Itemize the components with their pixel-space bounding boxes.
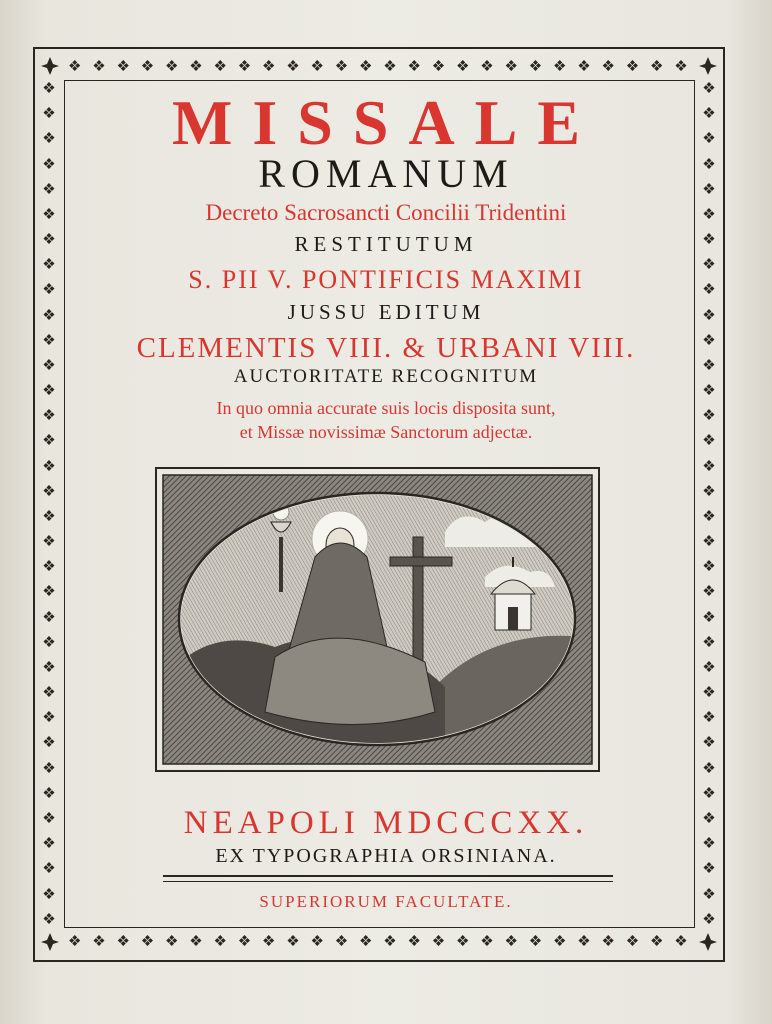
floral-ornament-icon: ❖ — [42, 82, 56, 97]
floral-ornament-icon: ❖ — [42, 810, 56, 827]
floral-ornament-icon: ❖ — [702, 131, 716, 148]
floral-ornament-icon: ❖ — [42, 307, 56, 324]
floral-ornament-icon: ❖ — [165, 58, 179, 75]
floral-ornament-icon: ❖ — [383, 933, 397, 950]
floral-ornament-icon: ❖ — [116, 933, 130, 950]
floral-ornament-icon: ❖ — [504, 933, 518, 950]
printer-line: EX TYPOGRAPHIA ORSINIANA. — [215, 845, 557, 867]
floral-ornament-icon: ❖ — [334, 58, 349, 75]
floral-ornament-icon: ❖ — [262, 933, 276, 950]
popes-line: CLEMENTIS VIII. & URBANI VIII. — [136, 332, 636, 364]
floral-ornament-icon: ❖ — [140, 933, 155, 950]
floral-ornament-icon: ❖ — [702, 232, 716, 249]
floral-ornament-icon: ❖ — [702, 156, 716, 173]
description-line-2: et Missæ novissimæ Sanctorum adjectæ. — [239, 422, 533, 442]
restitutum-line: RESTITUTUM — [294, 232, 478, 256]
floral-ornament-icon: ❖ — [42, 836, 56, 853]
floral-ornament-icon: ❖ — [702, 534, 716, 551]
corner-ornament-icon — [39, 55, 61, 77]
floral-ornament-icon: ❖ — [42, 508, 56, 525]
floral-ornament-icon: ❖ — [702, 82, 716, 97]
floral-ornament-icon: ❖ — [702, 559, 716, 576]
floral-ornament-icon: ❖ — [42, 584, 56, 601]
decree-line: Decreto Sacrosancti Concilii Tridentini — [205, 200, 567, 225]
floral-ornament-icon: ❖ — [577, 933, 591, 950]
corner-ornament-icon — [697, 931, 719, 953]
floral-ornament-icon: ❖ — [383, 58, 397, 75]
corner-ornament-icon — [39, 931, 61, 953]
floral-ornament-icon: ❖ — [140, 58, 155, 75]
floral-ornament-icon: ❖ — [310, 933, 324, 950]
floral-ornament-icon: ❖ — [189, 933, 203, 950]
floral-ornament-icon: ❖ — [189, 58, 203, 75]
floral-ornament-icon: ❖ — [702, 760, 716, 777]
floral-ornament-icon: ❖ — [702, 911, 716, 928]
floral-ornament-icon: ❖ — [702, 458, 716, 475]
description-line-1: In quo omnia accurate suis locis disposita sunt, — [216, 398, 556, 418]
floral-ornament-icon: ❖ — [262, 58, 276, 75]
floral-ornament-icon: ❖ — [601, 58, 615, 75]
floral-ornament-icon: ❖ — [702, 810, 716, 827]
floral-ornament-icon: ❖ — [237, 58, 252, 75]
floral-ornament-icon: ❖ — [431, 933, 446, 950]
floral-ornament-icon: ❖ — [42, 206, 56, 223]
floral-ornament-icon: ❖ — [213, 933, 227, 950]
floral-ornament-icon: ❖ — [116, 58, 130, 75]
floral-ornament-icon: ❖ — [42, 534, 56, 551]
floral-ornament-icon: ❖ — [456, 58, 470, 75]
floral-ornament-icon: ❖ — [702, 508, 716, 525]
floral-ornament-icon: ❖ — [702, 332, 716, 349]
floral-ornament-icon: ❖ — [407, 933, 421, 950]
floral-ornament-icon: ❖ — [625, 58, 640, 75]
floral-ornament-icon: ❖ — [702, 307, 716, 324]
floral-ornament-icon: ❖ — [702, 609, 716, 626]
floral-ornament-icon: ❖ — [42, 257, 56, 274]
floral-ornament-icon: ❖ — [213, 58, 227, 75]
floral-ornament-icon: ❖ — [42, 659, 56, 676]
floral-ornament-icon: ❖ — [674, 58, 688, 75]
floral-ornament-icon: ❖ — [42, 710, 56, 727]
floral-ornament-icon: ❖ — [650, 933, 664, 950]
floral-ornament-icon: ❖ — [359, 933, 373, 950]
floral-ornament-icon: ❖ — [42, 131, 56, 148]
floral-ornament-icon: ❖ — [42, 861, 56, 878]
floral-ornament-icon: ❖ — [625, 933, 640, 950]
floral-ornament-icon: ❖ — [42, 383, 56, 400]
floral-ornament-icon: ❖ — [650, 58, 664, 75]
floral-ornament-icon: ❖ — [42, 332, 56, 349]
book-subtitle: ROMANUM — [258, 151, 514, 196]
floral-ornament-icon: ❖ — [553, 933, 567, 950]
floral-ornament-icon: ❖ — [702, 836, 716, 853]
permission-line: SUPERIORUM FACULTATE. — [259, 892, 513, 911]
floral-ornament-icon: ❖ — [165, 933, 179, 950]
book-title: MISSALE — [171, 87, 601, 158]
floral-ornament-icon: ❖ — [480, 58, 494, 75]
floral-ornament-icon: ❖ — [42, 282, 56, 299]
pius-line: S. PII V. PONTIFICIS MAXIMI — [188, 265, 584, 294]
floral-ornament-icon: ❖ — [42, 609, 56, 626]
floral-ornament-icon: ❖ — [702, 357, 716, 374]
floral-ornament-icon: ❖ — [42, 685, 56, 702]
floral-ornament-icon: ❖ — [480, 933, 494, 950]
floral-ornament-icon: ❖ — [42, 785, 56, 802]
floral-ornament-icon: ❖ — [702, 861, 716, 878]
floral-ornament-icon: ❖ — [674, 933, 688, 950]
corner-ornament-icon — [697, 55, 719, 77]
floral-ornament-icon: ❖ — [702, 383, 716, 400]
floral-ornament-icon: ❖ — [310, 58, 324, 75]
floral-ornament-icon: ❖ — [528, 58, 543, 75]
floral-ornament-icon: ❖ — [42, 433, 56, 450]
floral-ornament-icon: ❖ — [334, 933, 349, 950]
floral-ornament-icon: ❖ — [577, 58, 591, 75]
floral-ornament-icon: ❖ — [528, 933, 543, 950]
floral-ornament-icon: ❖ — [42, 458, 56, 475]
floral-ornament-icon: ❖ — [702, 710, 716, 727]
floral-ornament-icon: ❖ — [702, 584, 716, 601]
floral-ornament-icon: ❖ — [601, 933, 615, 950]
rule-divider — [163, 875, 613, 877]
ornament-band-bottom — [68, 933, 688, 951]
floral-ornament-icon: ❖ — [42, 181, 56, 198]
floral-ornament-icon: ❖ — [68, 58, 82, 75]
floral-ornament-icon: ❖ — [702, 634, 716, 651]
floral-ornament-icon: ❖ — [42, 357, 56, 374]
floral-ornament-icon: ❖ — [42, 634, 56, 651]
floral-ornament-icon: ❖ — [286, 933, 300, 950]
floral-ornament-icon: ❖ — [407, 58, 421, 75]
floral-ornament-icon: ❖ — [431, 58, 446, 75]
floral-ornament-icon: ❖ — [702, 181, 716, 198]
ornament-band-top — [68, 58, 688, 76]
floral-ornament-icon: ❖ — [702, 659, 716, 676]
floral-ornament-icon: ❖ — [92, 58, 106, 75]
auctoritate-line: AUCTORITATE RECOGNITUM — [233, 366, 539, 387]
floral-ornament-icon: ❖ — [702, 257, 716, 274]
floral-ornament-icon: ❖ — [42, 156, 56, 173]
jussu-line: JUSSU EDITUM — [287, 300, 485, 324]
floral-ornament-icon: ❖ — [553, 58, 567, 75]
floral-ornament-icon: ❖ — [702, 685, 716, 702]
floral-ornament-icon: ❖ — [702, 106, 716, 123]
floral-ornament-icon: ❖ — [237, 933, 252, 950]
floral-ornament-icon: ❖ — [359, 58, 373, 75]
floral-ornament-icon: ❖ — [702, 408, 716, 425]
floral-ornament-icon: ❖ — [42, 106, 56, 123]
floral-ornament-icon: ❖ — [42, 232, 56, 249]
floral-ornament-icon: ❖ — [42, 911, 56, 928]
floral-ornament-icon: ❖ — [702, 433, 716, 450]
floral-ornament-icon: ❖ — [456, 933, 470, 950]
floral-ornament-icon: ❖ — [68, 933, 82, 950]
floral-ornament-icon: ❖ — [702, 735, 716, 752]
floral-ornament-icon: ❖ — [42, 886, 56, 903]
floral-ornament-icon: ❖ — [702, 483, 716, 500]
floral-ornament-icon: ❖ — [42, 559, 56, 576]
floral-ornament-icon: ❖ — [42, 408, 56, 425]
place-and-year: NEAPOLI MDCCCXX. — [183, 805, 589, 841]
floral-ornament-icon: ❖ — [42, 735, 56, 752]
floral-ornament-icon: ❖ — [42, 760, 56, 777]
floral-ornament-icon: ❖ — [702, 785, 716, 802]
rule-divider — [163, 881, 613, 882]
floral-ornament-icon: ❖ — [702, 886, 716, 903]
floral-ornament-icon: ❖ — [702, 206, 716, 223]
floral-ornament-icon: ❖ — [504, 58, 518, 75]
floral-ornament-icon: ❖ — [42, 483, 56, 500]
floral-ornament-icon: ❖ — [286, 58, 300, 75]
floral-ornament-icon: ❖ — [92, 933, 106, 950]
floral-ornament-icon: ❖ — [702, 282, 716, 299]
engraving-vignette-icon — [155, 467, 600, 772]
